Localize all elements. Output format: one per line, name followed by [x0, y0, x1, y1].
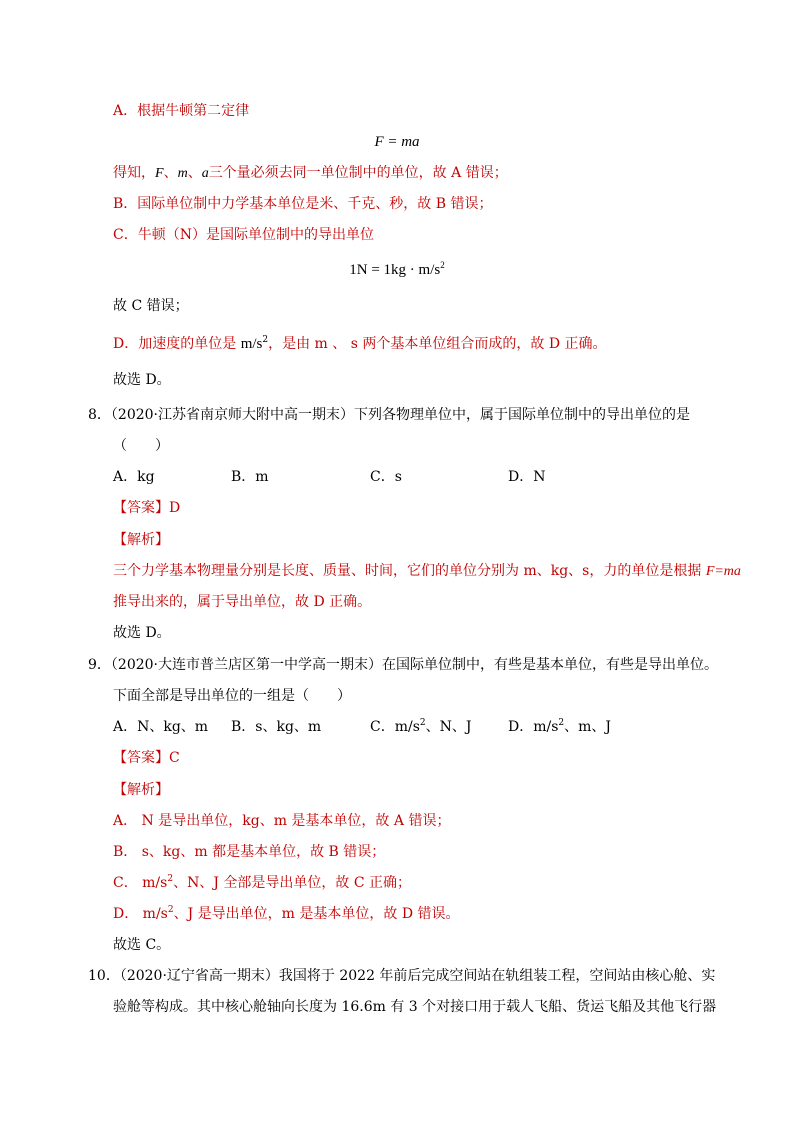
q9-expl-d-pre: D． m/s: [113, 906, 168, 922]
q9-explanation-a: A． N 是导出单位，kg、m 是基本单位，故 A 错误；: [113, 813, 451, 829]
q7-formula-text: F = ma: [374, 134, 420, 150]
q7-option-b-explanation: B．国际单位制中力学基本单位是米、千克、秒，故 B 错误；: [113, 196, 493, 212]
q9-answer-value: C: [169, 750, 180, 766]
q7-separator-2: 、: [187, 165, 202, 181]
q9-option-d-post: 、m、J: [564, 719, 612, 735]
q7-formula2-exponent: 2: [440, 260, 445, 270]
q9-option-a: A．N、kg、m: [113, 719, 209, 735]
q8-expl-formula: F=ma: [705, 564, 741, 579]
q7-option-a-explanation: A．根据牛顿第二定律: [113, 103, 250, 119]
q10-stem-line-1: 10．（2020·辽宁省高一期末）我国将于 2022 年前后完成空间站在轨组装工程，空间站由核心舱、实: [88, 968, 716, 984]
q9-expl-c-pre: C． m/s: [113, 875, 168, 891]
q9-option-d: [508, 717, 611, 737]
q8-stem-line-1: 8．（2020·江苏省南京师大附中高一期末）下列各物理单位中，属于国际单位制中的导出单位的是: [88, 407, 690, 423]
q9-expl-c-exp: 2: [167, 874, 174, 884]
q9-explanation-c: [113, 873, 411, 893]
q9-option-c-pre: C．m/s: [370, 719, 420, 735]
q7-deduction-suffix: 三个量必须去同一单位制中的单位，故 A 错误；: [208, 165, 508, 181]
q7-var-a: a: [201, 166, 209, 181]
q8-expl-text: 三个力学基本物理量分别是长度、质量、时间，它们的单位分别为 m、kg、s，力的单位是根据: [113, 563, 706, 579]
q7-var-f: F: [155, 166, 164, 181]
q9-answer: [113, 748, 180, 768]
q9-option-d-exp: 2: [558, 718, 565, 728]
q9-option-d-pre: D．m/s: [508, 719, 559, 735]
q7-formula-newton: [0, 132, 794, 152]
q9-expl-c-post: 、N、J 全部是导出单位，故 C 正确；: [173, 875, 412, 891]
q7-separator-1: 、: [163, 165, 178, 181]
q9-explanation-b: B． s、kg、m 都是基本单位，故 B 错误；: [113, 844, 386, 860]
q9-stem-line-2: 下面全部是导出单位的一组是（ ）: [113, 688, 351, 704]
q9-option-c-post: 、N、J: [425, 719, 472, 735]
q7-formula2-base: 1N = 1kg · m/s: [349, 262, 441, 278]
q7-d-unit-exponent: 2: [262, 335, 269, 345]
q8-stem-line-2: （ ）: [113, 438, 169, 454]
q9-analysis-label: 【解析】: [113, 782, 169, 798]
q9-expl-d-post: 、J 是导出单位，m 是基本单位，故 D 错误。: [173, 906, 460, 922]
q8-answer-value: D: [169, 500, 181, 516]
q7-formula-newton-unit: [0, 260, 794, 280]
q7-d-unit: m/s: [240, 336, 263, 352]
q8-answer: [113, 498, 180, 518]
q9-option-c: [370, 717, 472, 737]
q9-option-b: B．s、kg、m: [231, 719, 322, 735]
q8-final-choice: 故选 D。: [113, 625, 171, 641]
q8-option-c: C．s: [370, 469, 402, 485]
q7-d-suffix: ，是由 m 、 s 两个基本单位组合而成的，故 D 正确。: [268, 336, 607, 352]
q8-option-d: D．N: [508, 469, 546, 485]
q8-analysis-label: 【解析】: [113, 532, 169, 548]
q8-option-b: B．m: [231, 469, 269, 485]
q9-explanation-d: [113, 904, 460, 924]
q8-explanation-line-2: 推导出来的，属于导出单位，故 D 正确。: [113, 594, 372, 610]
q9-final-choice: 故选 C。: [113, 937, 171, 953]
q7-option-c-conclusion: 故 C 错误；: [113, 298, 189, 314]
q9-stem-line-1: 9．（2020·大连市普兰店区第一中学高一期末）在国际单位制中，有些是基本单位，有些是导出单位。: [88, 657, 718, 673]
q8-option-a: A．kg: [113, 469, 155, 485]
q7-final-choice: 故选 D。: [113, 372, 171, 388]
q7-option-c-explanation: C．牛顿（N）是国际单位制中的导出单位: [113, 227, 374, 243]
q7-deduction-line: [113, 163, 508, 184]
q8-explanation-line-1: [113, 561, 741, 582]
q9-option-c-exp: 2: [419, 718, 426, 728]
q7-option-d-explanation: [113, 334, 607, 354]
q7-deduction-prefix: 得知，: [113, 165, 155, 181]
q9-answer-label: 【答案】: [113, 750, 169, 766]
q10-stem-line-2: 验舱等构成。其中核心舱轴向长度为 16.6m 有 3 个对接口用于载人飞船、货运飞船及其他飞行器: [113, 999, 717, 1015]
q9-expl-d-exp: 2: [167, 905, 174, 915]
q7-var-m: m: [177, 166, 188, 181]
q8-answer-label: 【答案】: [113, 500, 169, 516]
q7-d-prefix: D．加速度的单位是: [113, 336, 241, 352]
